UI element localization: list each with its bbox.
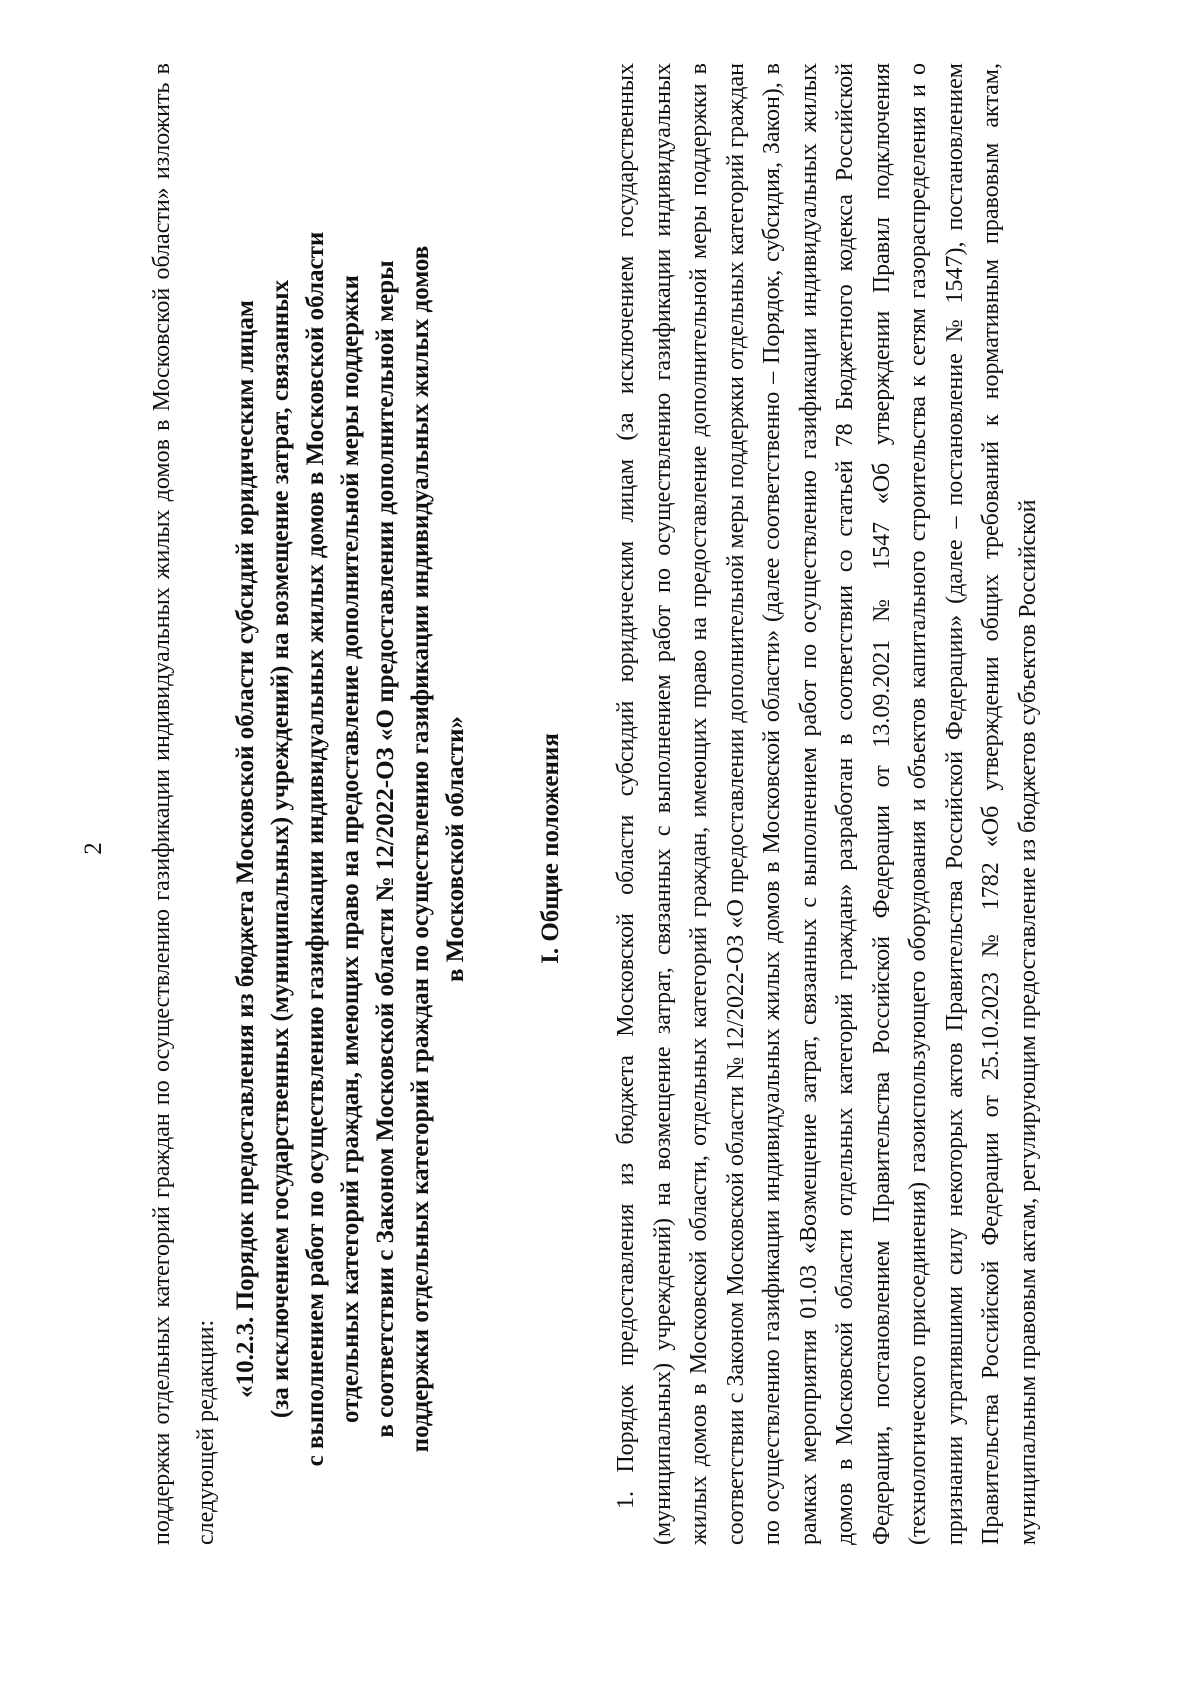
body-text [608,63,1046,1545]
intro-text: поддержки отдельных категорий граждан по осуществлению газификации индивидуальных жилых домов в Московской области» изложить в следующей редакции: [149,63,219,1545]
page-number: 2 [80,842,107,855]
paragraph: 1. Порядок предоставления из бюджета Московской области субсидий юридическим лицам (за исключением государственных (муниципальных) учреждений) на возмещение затрат, связанных с выполнением работ по осуществлению газификации индивидуальных жилых домов в Московской области, отдельных категорий граждан, имеющих право на предоставление дополнительной меры поддержки в соответствии с Законом Московской области № 12/2022-ОЗ «О предоставлении дополнительной меры поддержки отдельных категорий граждан по осуществлению газификации индивидуальных жилых домов в Московской области» (далее соответственно – Порядок, субсидия, Закон), в рамках мероприятия 01.03 «Возмещение затрат, связанных с выполнением работ по осуществлению газификации индивидуальных жилых домов в Московской области отдельных категорий граждан» разработан в соответствии со статьей 78 Бюджетного кодекса Российской Федерации, постановлением Правительства Российской Федерации от 13.09.2021 № 1547 «Об утверждении Правил подключения (технологического присоединения) газоиспользующего оборудования и объектов капитального строительства к сетям газораспределения и о признании утратившими силу некоторых актов Правительства Российской Федерации» (далее – постановление № 1547), постановлением Правительства Российской Федерации от 25.10.2023 № 1782 «Об утверждении общих требований к нормативным правовым актам, муниципальным правовым актам, регулирующим предоставление из бюджетов субъектов Российской [613,63,1041,1545]
heading-line: отдельных категорий граждан, имеющих право на предоставление дополнительной меры поддержки [337,275,364,1423]
heading-line: в соответствии с Законом Московской области № 12/2022-ОЗ «О предоставлении дополнительной меры [372,260,399,1438]
section-title: I. Общие положения [537,733,564,964]
procedure-heading [228,201,473,1497]
heading-line: «10.2.3. Порядок предоставления из бюджета Московской области субсидий юридическим лицам [232,300,259,1398]
heading-line: с выполнением работ по осуществлению газификации индивидуальных жилых домов в Московской области [302,231,329,1467]
intro-paragraph [140,63,228,1545]
heading-line: (за исключением государственных (муниципальных) учреждений) на возмещение затрат, связанных [267,279,294,1419]
heading-line: в Московской области» [442,716,469,982]
heading-line: поддержки отдельных категорий граждан по осуществлению газификации индивидуальных жилых домов [407,245,434,1453]
